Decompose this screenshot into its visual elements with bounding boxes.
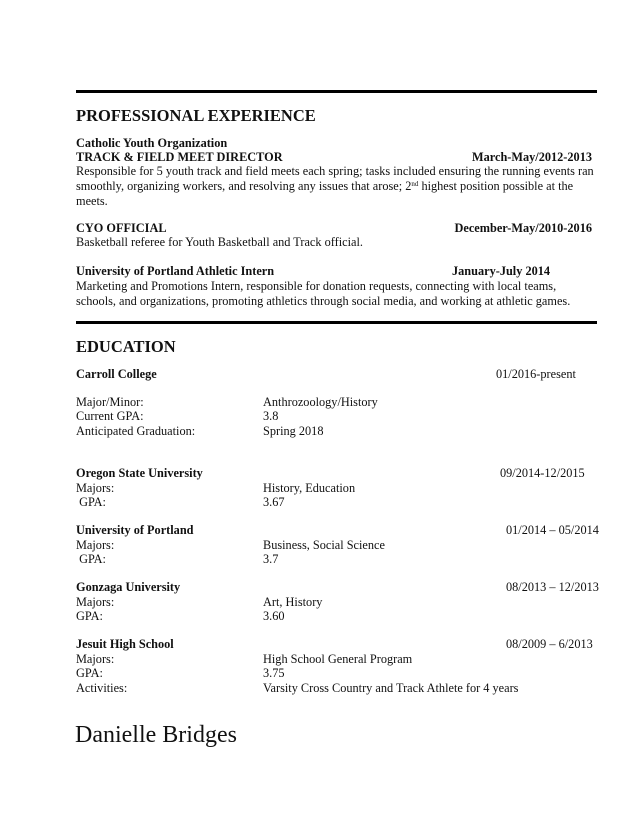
field-value: Art, History bbox=[263, 595, 323, 609]
school-dates: 08/2009 – 6/2013 bbox=[506, 637, 593, 651]
school-name: Gonzaga University bbox=[76, 580, 181, 594]
field-label: Major/Minor: bbox=[76, 395, 144, 409]
job-dates: January-July 2014 bbox=[452, 264, 551, 278]
school-name: University of Portland bbox=[76, 523, 194, 537]
school-name: Jesuit High School bbox=[76, 637, 174, 651]
job-organization: Catholic Youth Organization bbox=[76, 136, 228, 150]
job-dates: December-May/2010-2016 bbox=[454, 221, 592, 235]
field-value: 3.67 bbox=[263, 495, 285, 509]
job-dates: March-May/2012-2013 bbox=[472, 150, 592, 164]
ordinal-suffix: nd bbox=[411, 179, 419, 188]
job-title: TRACK & FIELD MEET DIRECTOR bbox=[76, 150, 283, 164]
school-dates: 01/2014 – 05/2014 bbox=[506, 523, 599, 537]
field-label: GPA: bbox=[76, 609, 103, 623]
field-label: GPA: bbox=[76, 495, 106, 509]
field-label: GPA: bbox=[76, 666, 103, 680]
field-label: Majors: bbox=[76, 652, 115, 666]
field-label: Anticipated Graduation: bbox=[76, 424, 196, 438]
job-title: University of Portland Athletic Intern bbox=[76, 264, 275, 278]
section-divider bbox=[76, 321, 597, 324]
school-dates: 01/2016-present bbox=[496, 367, 576, 381]
field-label: Majors: bbox=[76, 538, 115, 552]
field-label: Majors: bbox=[76, 481, 115, 495]
school-dates: 09/2014-12/2015 bbox=[500, 466, 585, 480]
field-value: 3.75 bbox=[263, 666, 285, 680]
job-description-text-end: highest position possible at the meets. bbox=[76, 178, 574, 208]
section-heading-education: EDUCATION bbox=[76, 337, 176, 356]
applicant-name: Danielle Bridges bbox=[75, 722, 237, 748]
job-description: Marketing and Promotions Intern, responsible for donation requests, connecting with local teams, schools, and organizations, promoting athletics through social media, and working at athletic games. bbox=[76, 279, 571, 308]
top-divider bbox=[76, 90, 597, 93]
job-title: CYO OFFICIAL bbox=[76, 221, 167, 235]
job-description-text: Responsible for 5 youth track and field meets each spring; tasks included ensuring the running events ran smoothly, organizing workers, and resolving any issues that arose; 2 bbox=[76, 164, 594, 193]
field-value: Spring 2018 bbox=[263, 424, 324, 438]
field-label: GPA: bbox=[76, 552, 106, 566]
field-value: Varsity Cross Country and Track Athlete for 4 years bbox=[263, 681, 519, 695]
field-value: Anthrozoology/History bbox=[263, 395, 378, 409]
school-dates: 08/2013 – 12/2013 bbox=[506, 580, 599, 594]
field-label: Current GPA: bbox=[76, 409, 144, 423]
field-value: Business, Social Science bbox=[263, 538, 385, 552]
job-description bbox=[76, 164, 598, 208]
field-label: Activities: bbox=[76, 681, 128, 695]
school-name: Carroll College bbox=[76, 367, 157, 381]
field-value: High School General Program bbox=[263, 652, 413, 666]
field-value: 3.7 bbox=[263, 552, 279, 566]
field-value: 3.60 bbox=[263, 609, 285, 623]
job-description: Basketball referee for Youth Basketball and Track official. bbox=[76, 235, 363, 249]
school-name: Oregon State University bbox=[76, 466, 203, 480]
field-label: Majors: bbox=[76, 595, 115, 609]
section-heading-experience: PROFESSIONAL EXPERIENCE bbox=[76, 106, 316, 125]
field-value: 3.8 bbox=[263, 409, 279, 423]
field-value: History, Education bbox=[263, 481, 356, 495]
